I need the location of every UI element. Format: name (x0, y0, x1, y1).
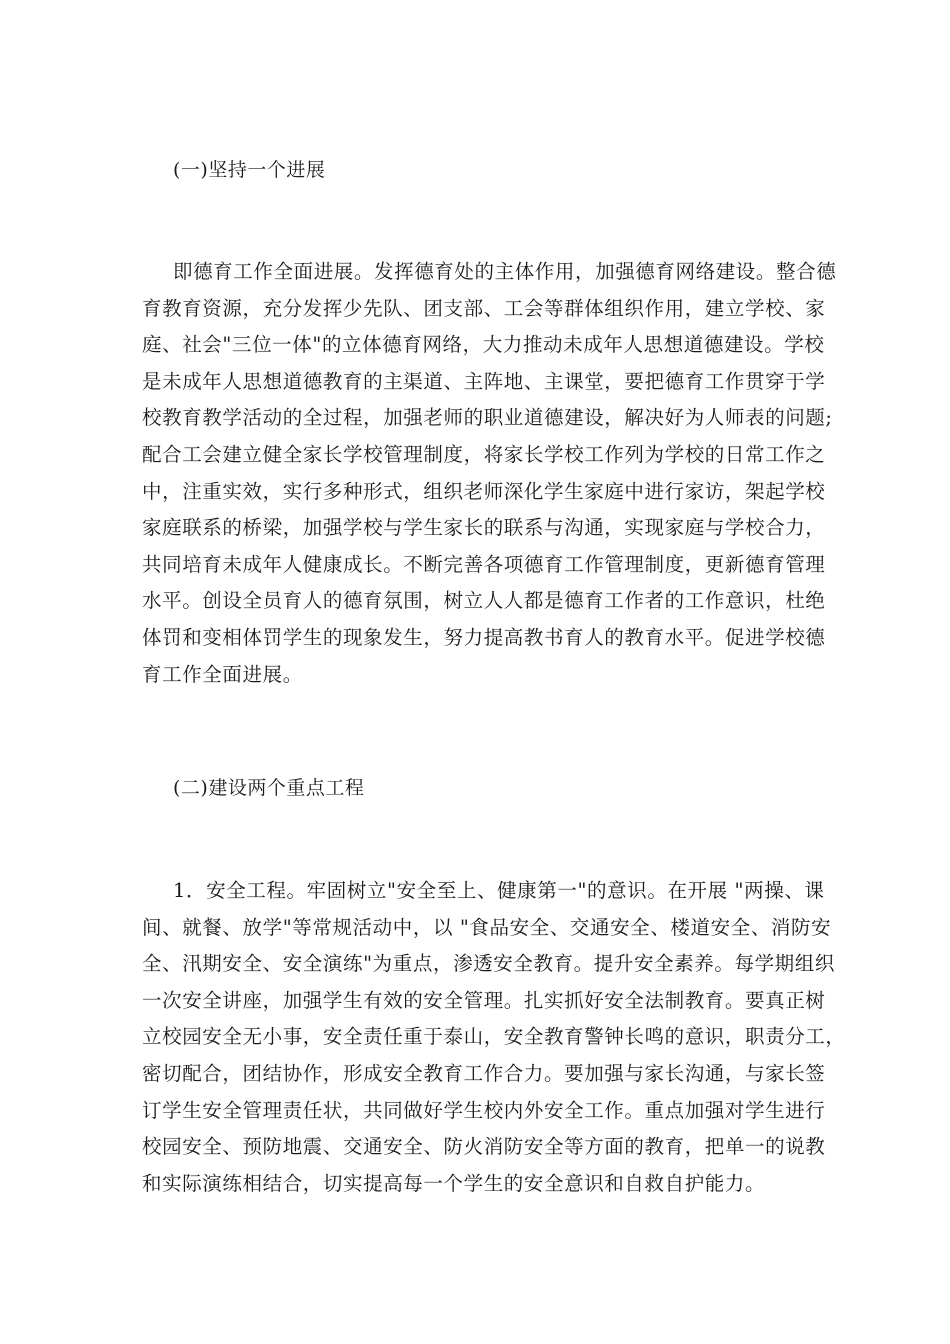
paragraph-line: 中，注重实效，实行多种形式，组织老师深化学生家庭中进行家访，架起学校 (142, 479, 826, 503)
paragraph-line: 校园安全、预防地震、交通安全、防火消防安全等方面的教育，把单一的说教 (142, 1135, 826, 1159)
paragraph-line: 立校园安全无小事，安全责任重于泰山，安全教育警钟长鸣的意识，职责分工， (142, 1025, 846, 1049)
paragraph-line: 全、汛期安全、安全演练"为重点，渗透安全教育。提升安全素养。每学期组织 (142, 952, 835, 976)
paragraph-line: 庭、社会"三位一体"的立体德育网络，大力推动未成年人思想道德建设。学校 (142, 333, 825, 357)
paragraph-line: 订学生安全管理责任状，共同做好学生校内外安全工作。重点加强对学生进行 (142, 1098, 826, 1122)
paragraph-safety-project (142, 873, 846, 1202)
paragraph-line: 校教育教学活动的全过程，加强老师的职业道德建设，解决好为人师表的问题; (142, 406, 833, 430)
paragraph-line: 即德育工作全面进展。发挥德育处的主体作用，加强德育网络建设。整合德 (173, 260, 837, 283)
paragraph-line: 密切配合，团结协作，形成安全教育工作合力。要加强与家长沟通，与家长签 (142, 1061, 826, 1085)
paragraph-line: 育教育资源，充分发挥少先队、团支部、工会等群体组织作用，建立学校、家 (142, 296, 826, 320)
paragraph-line: 体罚和变相体罚学生的现象发生，努力提高教书育人的教育水平。促进学校德 (142, 625, 826, 649)
paragraph-line: 水平。创设全员育人的德育氛围，树立人人都是德育工作者的工作意识，杜绝 (142, 589, 826, 613)
paragraph-line: 1．安全工程。牢固树立"安全至上、健康第一"的意识。在开展 "两操、课 (173, 879, 825, 902)
paragraph-line: 和实际演练相结合，切实提高每一个学生的安全意识和自救自护能力。 (142, 1171, 766, 1195)
paragraph-line: 间、就餐、放学"等常规活动中，以 "食品安全、交通安全、楼道安全、消防安 (142, 915, 832, 939)
paragraph-line: 配合工会建立健全家长学校管理制度，将家长学校工作列为学校的日常工作之 (142, 442, 826, 466)
paragraph-line: 家庭联系的桥梁，加强学校与学生家长的联系与沟通，实现家庭与学校合力， (142, 516, 826, 540)
section-heading-1: (一)坚持一个进展 (173, 159, 326, 181)
paragraph-line: 育工作全面进展。 (142, 662, 303, 686)
section-heading-2: (二)建设两个重点工程 (173, 777, 365, 799)
paragraph-moral-education (142, 254, 837, 693)
paragraph-line: 一次安全讲座，加强学生有效的安全管理。扎实抓好安全法制教育。要真正树 (142, 988, 826, 1012)
paragraph-line: 共同培育未成年人健康成长。不断完善各项德育工作管理制度，更新德育管理 (142, 552, 826, 576)
paragraph-line: 是未成年人思想道德教育的主渠道、主阵地、主课堂，要把德育工作贯穿于学 (142, 369, 826, 393)
